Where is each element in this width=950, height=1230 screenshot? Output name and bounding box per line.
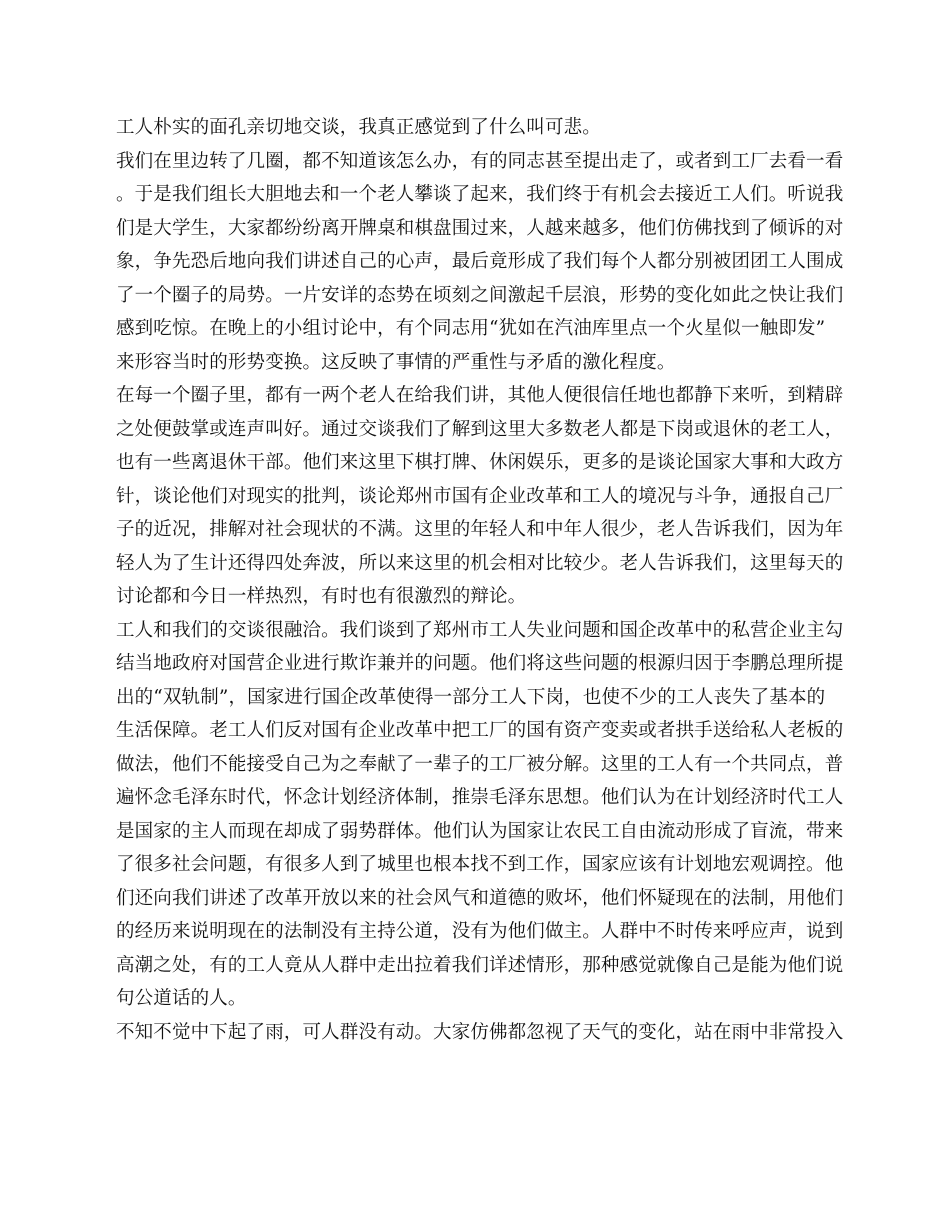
text-line: 了很多社会问题，有很多人到了城里也根本找不到工作，国家应该有计划地宏观调控。他: [116, 854, 844, 875]
text-line: 们还向我们讲述了改革开放以来的社会风气和道德的败坏，他们怀疑现在的法制，用他们: [116, 887, 844, 909]
text-line: 句公道话的人。: [116, 988, 247, 1009]
text-line: 们是大学生，大家都纷纷离开牌桌和棋盘围过来，人越来越多，他们仿佛找到了倾诉的对: [116, 217, 844, 239]
text-line: 在每一个圈子里，都有一两个老人在给我们讲，其他人便很信任地也都静下来听，到精辟: [116, 385, 844, 406]
text-line: 讨论都和今日一样热烈，有时也有很激烈的辩论。: [116, 586, 527, 607]
text-line: 感到吃惊。在晚上的小组讨论中，有个同志用“犹如在汽油库里点一个火星似一触即发”: [116, 318, 826, 339]
text-line: 来形容当时的形势变换。这反映了事情的严重性与矛盾的激化程度。: [116, 351, 676, 373]
text-line: 高潮之处，有的工人竟从人群中走出拉着我们详述情形，那种感觉就像自己是能为他们说: [116, 954, 844, 976]
document-text-body: [116, 111, 846, 1049]
text-line: 针，谈论他们对现实的批判，谈论郑州市国有企业改革和工人的境况与斗争，通报自己厂: [116, 485, 844, 507]
text-line: 是国家的主人而现在却成了弱势群体。他们认为国家让农民工自由流动形成了盲流，带来: [116, 820, 844, 842]
text-line: 象，争先恐后地向我们讲述自己的心声，最后竟形成了我们每个人都分别被团团工人围成: [116, 251, 844, 272]
text-line: 出的“双轨制”，国家进行国企改革使得一部分工人下岗，也使不少的工人丧失了基本的: [116, 686, 826, 708]
text-line: 工人和我们的交谈很融洽。我们谈到了郑州市工人失业问题和国企改革中的私营企业主勾: [116, 619, 844, 641]
text-line: 也有一些离退休干部。他们来这里下棋打牌、休闲娱乐，更多的是谈论国家大事和大政方: [116, 452, 844, 473]
text-line: 之处便鼓掌或连声叫好。通过交谈我们了解到这里大多数老人都是下岗或退休的老工人，: [116, 418, 844, 440]
text-line: 遍怀念毛泽东时代，怀念计划经济体制，推崇毛泽东思想。他们认为在计划经济时代工人: [116, 787, 844, 808]
text-line: 生活保障。老工人们反对国有企业改革中把工厂的国有资产变卖或者拱手送给私人老板的: [116, 720, 844, 741]
text-line: 子的近况，排解对社会现状的不满。这里的年轻人和中年人很少，老人告诉我们，因为年: [116, 519, 844, 540]
text-line: 工人朴实的面孔亲切地交谈，我真正感觉到了什么叫可悲。: [116, 117, 601, 138]
text-line: 不知不觉中下起了雨，可人群没有动。大家仿佛都忽视了天气的变化，站在雨中非常投入: [116, 1021, 844, 1043]
text-line: 结当地政府对国营企业进行欺诈兼并的问题。他们将这些问题的根源归因于李鹏总理所提: [116, 653, 844, 674]
text-line: 我们在里边转了几圈，都不知道该怎么办，有的同志甚至提出走了，或者到工厂去看一看: [116, 150, 844, 172]
text-line: 轻人为了生计还得四处奔波，所以来这里的机会相对比较少。老人告诉我们，这里每天的: [116, 552, 844, 574]
text-line: 做法，他们不能接受自己为之奉献了一辈子的工厂被分解。这里的工人有一个共同点，普: [116, 753, 844, 775]
text-line: 的经历来说明现在的法制没有主持公道，没有为他们做主。人群中不时传来呼应声，说到: [116, 921, 844, 942]
text-line: 。于是我们组长大胆地去和一个老人攀谈了起来，我们终于有机会去接近工人们。听说我: [116, 184, 844, 205]
text-line: 了一个圈子的局势。一片安详的态势在顷刻之间激起千层浪，形势的变化如此之快让我们: [116, 284, 844, 306]
